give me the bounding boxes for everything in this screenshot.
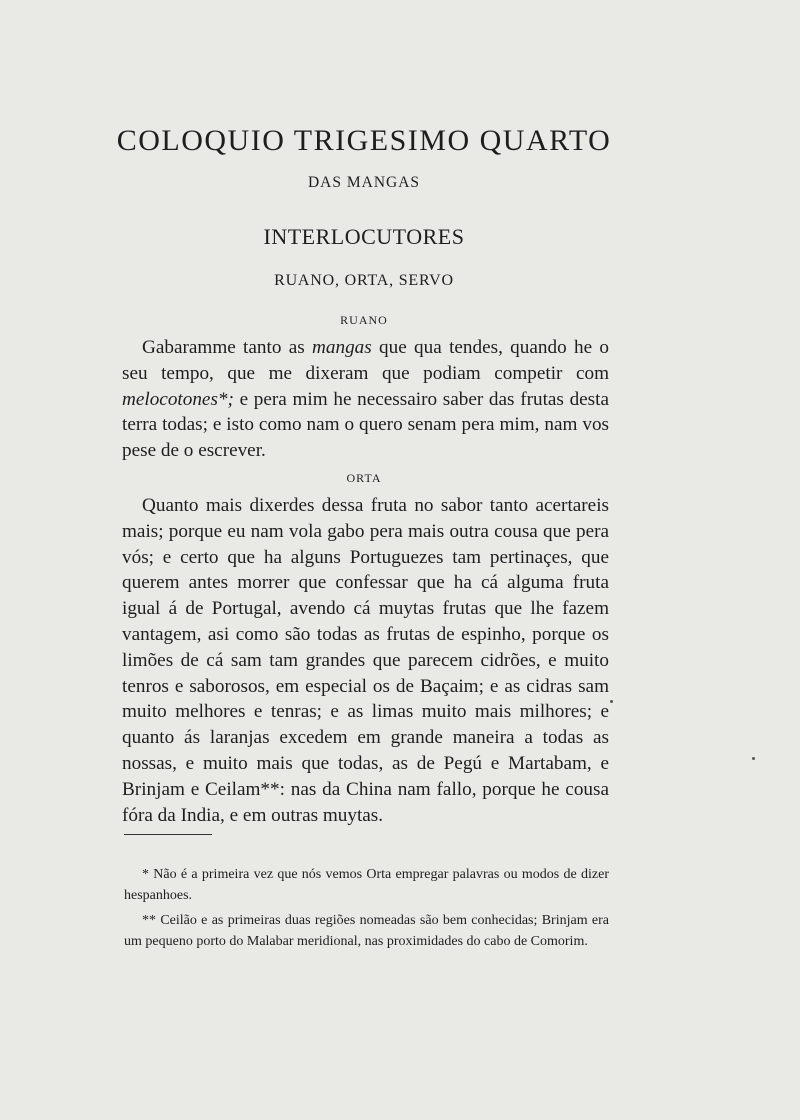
- footnote-divider: [124, 834, 212, 835]
- chapter-subtitle: DAS MANGAS: [307, 174, 421, 191]
- paper-speck: [752, 757, 755, 760]
- speakers-list: RUANO, ORTA, SERVO: [274, 272, 454, 289]
- speaker-label-ruano: RUANO: [340, 313, 388, 327]
- section-heading: INTERLOCUTORES: [263, 224, 465, 249]
- footnote-1: * Não é a primeira vez que nós vemos Orta empregar palavras ou modos de dizer hespanhoes.: [124, 867, 609, 903]
- speech-ruano: Gabaramme tanto as mangas que qua tendes, quando he o seu tempo, que me dixeram que podiam competir com melocotones*; e pera mim he necessairo saber das frutas desta terra todas; e isto como nam o quero senam pera mim, nam vos pese de o escrever.: [122, 337, 609, 462]
- footnote-2: ** Ceilão e as primeiras duas regiões nomeadas são bem conhecidas; Brinjam era um pequeno porto do Malabar meridional, nas proximidades do cabo de Comorim.: [124, 913, 609, 949]
- speaker-label-orta: ORTA: [346, 471, 382, 485]
- speech-orta: Quanto mais dixerdes dessa fruta no sabor tanto acertareis mais; porque eu nam vola gabo pera mais outra cousa que pera vós; e certo que ha alguns Portuguezes tam pertinaçes, que querem antes morrer que confessar que ha cá alguma fruta igual á de Portugal, avendo cá muytas frutas que lhe fazem vantagem, asi como são todas as frutas de espinho, porque os limões de cá sam tam grandes que parecem cidrões, e muito tenros e saborosos, em especial os de Baçaim; e as cidras sam muito melhores e tenras; e as limas muito mais milhores; e quanto ás laranjas excedem em grande maneira a todas as nossas, e muito mais que todas, as de Pegú e Martabam, e Brinjam e Ceilam**: nas da China nam fallo, porque he cousa fóra da India, e em outras muytas.: [122, 495, 609, 826]
- chapter-title: COLOQUIO TRIGESIMO QUARTO: [116, 124, 612, 157]
- paper-speck: [610, 700, 613, 703]
